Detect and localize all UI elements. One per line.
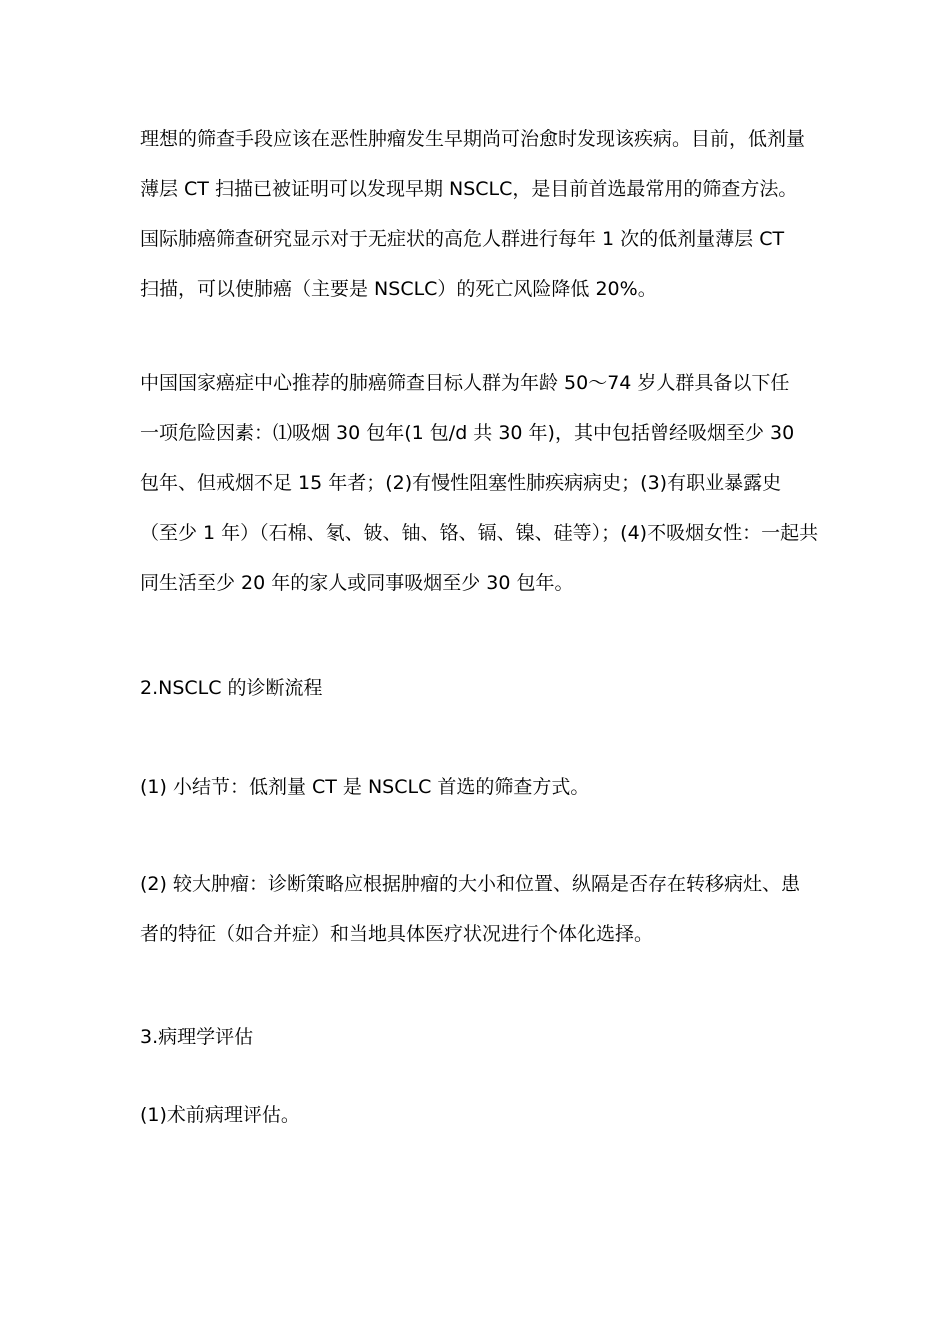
text-line: 国际肺癌筛查研究显示对于无症状的高危人群进行每年 1 次的低剂量薄层 CT xyxy=(140,228,785,250)
paragraph-small-nodule xyxy=(140,762,812,812)
text-line: 一项危险因素：⑴吸烟 30 包年(1 包/d 共 30 年)，其中包括曾经吸烟至少 30 xyxy=(140,422,795,444)
text-line: 薄层 CT 扫描已被证明可以发现早期 NSCLC，是目前首选最常用的筛查方法。 xyxy=(140,178,798,200)
section-heading-pathology xyxy=(140,1012,812,1062)
text-line: (1)术前病理评估。 xyxy=(140,1104,300,1126)
section-heading: 2.NSCLC 的诊断流程 xyxy=(140,677,323,699)
section-heading: 3.病理学评估 xyxy=(140,1026,254,1048)
text-line: (2) 较大肿瘤：诊断策略应根据肿瘤的大小和位置、纵隔是否存在转移病灶、患 xyxy=(140,873,800,895)
text-line: （至少 1 年）（石棉、氡、铍、铀、铬、镉、镍、硅等）；(4)不吸烟女性：一起共 xyxy=(140,522,819,544)
text-line: 同生活至少 20 年的家人或同事吸烟至少 30 包年。 xyxy=(140,572,574,594)
text-line: (1) 小结节：低剂量 CT 是 NSCLC 首选的筛查方式。 xyxy=(140,776,590,798)
section-heading-diagnosis xyxy=(140,663,812,713)
paragraph-large-tumor xyxy=(140,859,812,959)
paragraph-target-population xyxy=(140,358,819,608)
text-line: 包年、但戒烟不足 15 年者；(2)有慢性阻塞性肺疾病病史；(3)有职业暴露史 xyxy=(140,472,782,494)
text-line: 者的特征（如合并症）和当地具体医疗状况进行个体化选择。 xyxy=(140,923,654,945)
paragraph-screening-intro xyxy=(140,114,812,314)
paragraph-preop-pathology xyxy=(140,1090,812,1140)
text-line: 中国国家癌症中心推荐的肺癌筛查目标人群为年龄 50～74 岁人群具备以下任 xyxy=(140,372,790,394)
text-line: 理想的筛查手段应该在恶性肿瘤发生早期尚可治愈时发现该疾病。目前，低剂量 xyxy=(140,128,806,150)
text-line: 扫描，可以使肺癌（主要是 NSCLC）的死亡风险降低 20%。 xyxy=(140,278,657,300)
